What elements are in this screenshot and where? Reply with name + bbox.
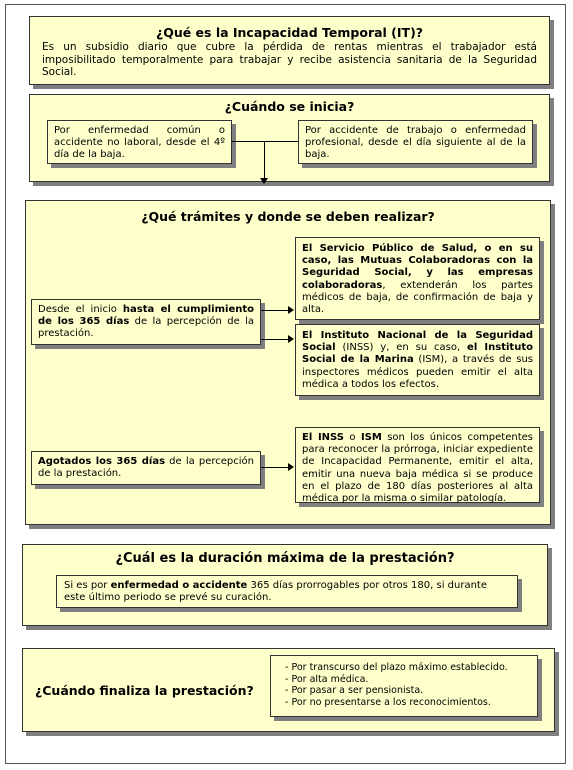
section-text: Es un subsidio diario que cubre la pérdida de rentas mientras el trabajador está imposibilitado temporalmente para trabajar y recibe asistencia sanitaria de la Seguridad Social. <box>42 41 537 78</box>
max-duration-box <box>56 575 518 608</box>
connector-line <box>261 467 288 468</box>
end-reasons-box <box>270 655 538 717</box>
section-title: ¿Cuándo se inicia? <box>224 99 355 114</box>
inss-ism-text: El Instituto Nacional de la Seguridad Social (INSS) y, en su caso, el Instituto Social de la Marina (ISM), a través de sus inspectores médicos pueden emitir el alta médica a todos los efectos. <box>302 330 533 390</box>
connector-line <box>264 141 265 178</box>
section-title: ¿Qué es la Incapacidad Temporal (IT)? <box>155 25 424 40</box>
start-common-illness-box <box>47 120 232 164</box>
procedure-after-365-days-text: Agotados los 365 días de la percepción de la prestación. <box>38 456 254 480</box>
max-duration-text: Si es por enfermedad o accidente 365 días prorrogables por otros 180, si durante este último periodo se prevé su curación. <box>64 580 488 604</box>
arrow-right-icon <box>288 306 294 314</box>
inss-ism-box <box>295 324 540 396</box>
inss-ism-competence-text: El INSS o ISM son los únicos competentes para reconocer la prórroga, iniciar expediente de Incapacidad Permanente, emitir el alta, emitir una nueva baja médica si se produce en el plazo de 180 días posteriores al alta médica por la misma o similar patología. <box>302 432 533 505</box>
connector-line <box>261 339 288 340</box>
health-service-text: El Servicio Público de Salud, o en su caso, las Mutuas Colaboradoras con la Seguridad Social, y las empresas colaboradoras, extenderán los partes médicos de baja, de confirmación de baja y alta. <box>302 243 533 316</box>
inss-ism-competence-box <box>295 427 540 503</box>
list-item: - Por pasar a ser pensionista. <box>285 685 424 696</box>
procedure-first-365-days-text: Desde el inicio hasta el cumplimiento de los 365 días de la percepción de la prestación. <box>38 304 254 340</box>
arrow-right-icon <box>288 335 294 343</box>
connector-line <box>232 141 298 142</box>
arrow-down-icon <box>260 178 268 184</box>
end-reasons-list <box>285 662 531 708</box>
section-what-is-it <box>29 16 550 85</box>
section-title: ¿Cuál es la duración máxima de la prestación? <box>115 551 455 566</box>
list-item: - Por no presentarse a los reconocimientos. <box>285 696 491 708</box>
procedure-after-365-days-box <box>31 451 261 485</box>
section-title: ¿Cuándo finaliza la prestación? <box>35 683 254 698</box>
start-work-accident-text: Por accidente de trabajo o enfermedad profesional, desde el día siguiente al de la baja. <box>305 125 526 161</box>
list-item: - Por transcurso del plazo máximo establecido. <box>285 662 508 673</box>
section-title: ¿Qué trámites y donde se deben realizar? <box>141 209 435 224</box>
start-work-accident-box <box>298 120 533 164</box>
health-service-box <box>295 237 540 320</box>
procedure-first-365-days-box <box>31 299 261 345</box>
arrow-right-icon <box>288 463 294 471</box>
start-common-illness-text: Por enfermedad común o accidente no laboral, desde el 4º día de la baja. <box>54 125 225 161</box>
connector-line <box>261 310 288 311</box>
list-item: - Por alta médica. <box>285 673 369 685</box>
